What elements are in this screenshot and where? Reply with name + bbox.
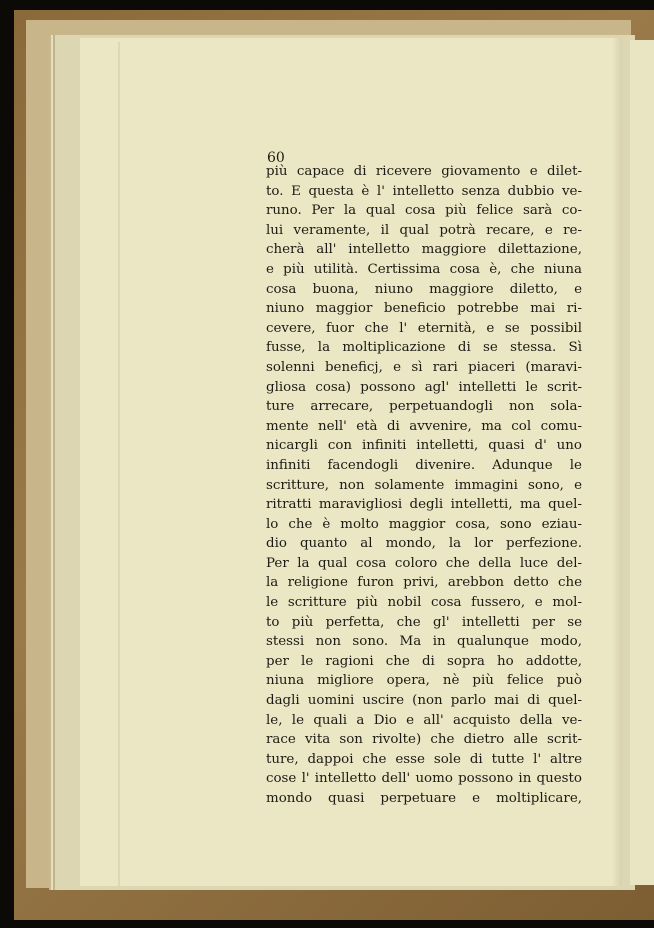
text-line: gliosa cosa) possono agl' intelletti le scrit- <box>266 379 582 395</box>
text-line: cosa buona, niuno maggiore diletto, e <box>266 281 582 297</box>
text-line: mente nell' età di avvenire, ma col comu- <box>266 418 582 434</box>
text-line: per le ragioni che di sopra ho addotte, <box>266 653 582 669</box>
text-line: to più perfetta, che gl' intelletti per se <box>266 614 582 630</box>
text-line: le, le quali a Dio e all' acquisto della ve- <box>266 712 582 728</box>
facing-page-edge <box>630 40 654 885</box>
text-line: dagli uomini uscire (non parlo mai di quel- <box>266 693 582 709</box>
text-line: cose l' intelletto dell' uomo possono in questo <box>266 771 582 787</box>
page-text <box>266 148 582 809</box>
text-line: niuno maggior beneficio potrebbe mai ri- <box>266 301 582 317</box>
text-line: to. E questa è l' intelletto senza dubbio ve- <box>266 183 582 199</box>
text-line: niuna migliore opera, nè più felice può <box>266 673 582 689</box>
text-line: ture, dappoi che esse sole di tutte l' altre <box>266 751 582 767</box>
text-line: solenni beneficj, e sì rari piaceri (maravi- <box>266 359 582 375</box>
text-line: scritture, non solamente immagini sono, e <box>266 477 582 493</box>
text-line: le scritture più nobil cosa fussero, e mol- <box>266 595 582 611</box>
text-line: Per la qual cosa coloro che della luce del- <box>266 555 582 571</box>
text-line: lo che è molto maggior cosa, sono eziau- <box>266 516 582 532</box>
page-number: 60 <box>267 150 285 166</box>
text-line: più capace di ricevere giovamento e dilet- <box>266 164 582 179</box>
text-line: ritratti maravigliosi degli intelletti, ma quel- <box>266 497 582 513</box>
text-line: ture arrecare, perpetuandogli non sola- <box>266 399 582 415</box>
text-line: runo. Per la qual cosa più felice sarà co- <box>266 203 582 219</box>
text-line: stessi non sono. Ma in qualunque modo, <box>266 634 582 650</box>
text-line: race vita son rivolte) che dietro alle scrit- <box>266 732 582 748</box>
text-line: cherà all' intelletto maggiore dilettazione, <box>266 242 582 258</box>
text-line: e più utilità. Certissima cosa è, che niuna <box>266 261 582 277</box>
text-line: nicargli con infiniti intelletti, quasi d' uno <box>266 438 582 454</box>
text-line: cevere, fuor che l' eternità, e se possibil <box>266 320 582 336</box>
text-line: fusse, la moltiplicazione di se stessa. Sì <box>266 340 582 356</box>
text-line: dio quanto al mondo, la lor perfezione. <box>266 536 582 552</box>
text-line: lui veramente, il qual potrà recare, e re- <box>266 222 582 238</box>
text-line: infiniti facendogli divenire. Adunque le <box>266 457 582 473</box>
text-line: la religione furon privi, arebbon detto che <box>266 575 582 591</box>
text-line: mondo quasi perpetuare e moltiplicare, <box>266 791 582 806</box>
